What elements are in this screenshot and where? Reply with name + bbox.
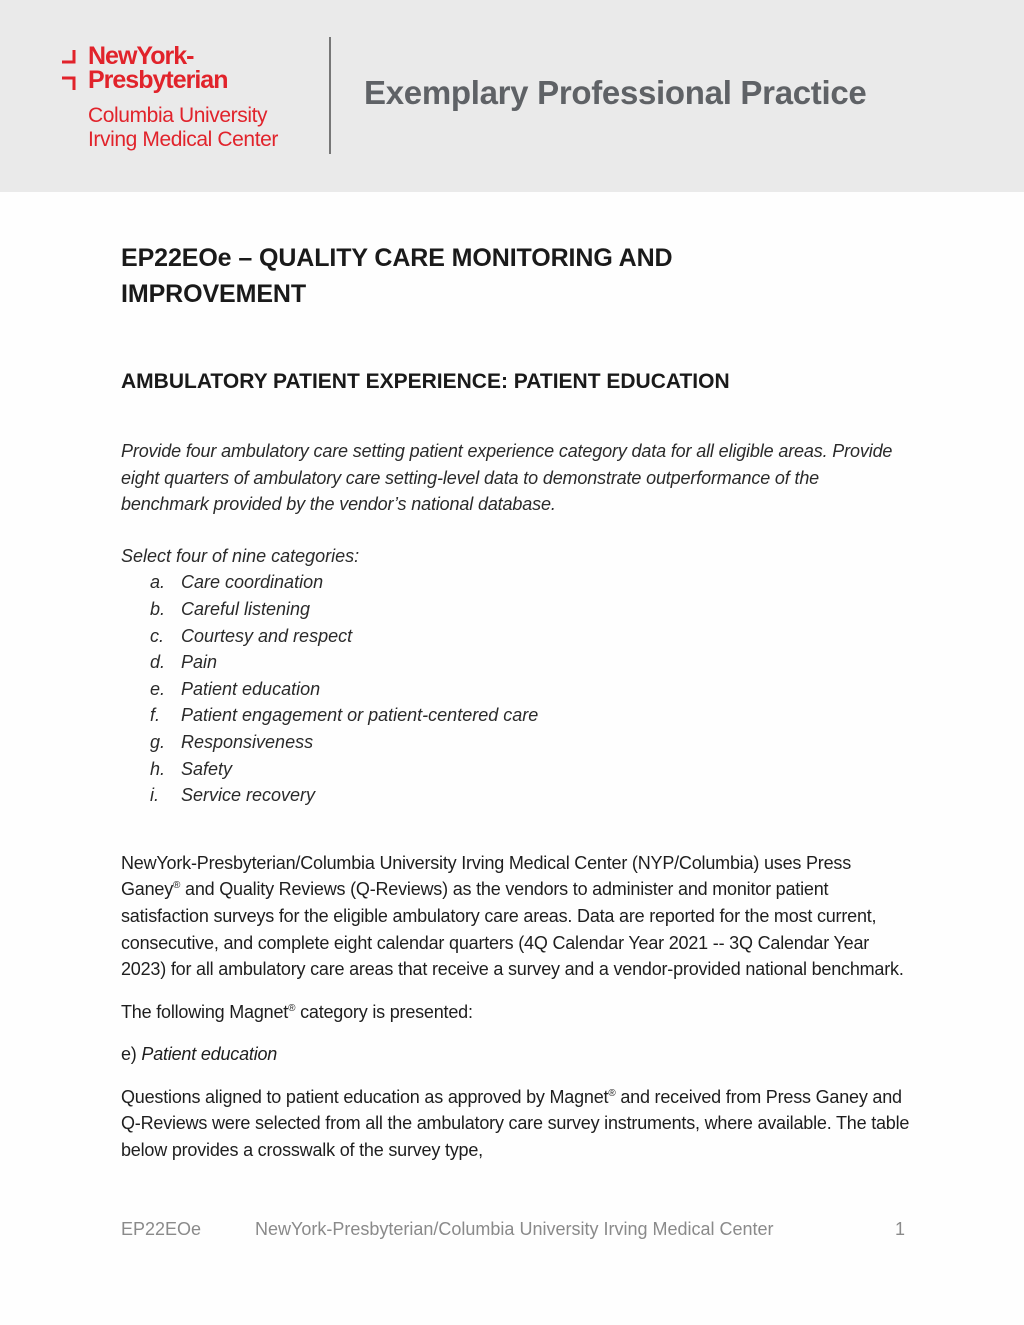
- document-title-line2: IMPROVEMENT: [121, 280, 307, 308]
- vendor-paragraph: [121, 850, 911, 983]
- category-label: Patient engagement or patient-centered care: [181, 705, 539, 726]
- registered-mark: ®: [173, 880, 181, 892]
- select-intro: Select four of nine categories:: [121, 545, 360, 566]
- logo-text-irving: Irving Medical Center: [88, 128, 279, 151]
- footer-document-code: EP22EOe: [121, 1219, 202, 1239]
- magnet-intro-text: The following Magnet: [121, 1001, 289, 1022]
- vendor-paragraph-text-cont: and Quality Reviews (Q-Reviews) as the vendors to administer and monitor patient satisfaction surveys for the eligible ambulatory care areas. Data are reported for the most current, consecutive, and complete eight calendar quarters (4Q Calendar Year 2021 -- 3Q Calendar Year 2023) for all ambulatory care areas that receive a survey and a vendor-provided national benchmark.: [121, 879, 904, 980]
- category-letter: h.: [150, 758, 166, 779]
- category-item: [121, 782, 911, 809]
- questions-paragraph-text: Questions aligned to patient education as approved by Magnet: [121, 1086, 609, 1107]
- category-label: Responsiveness: [181, 731, 314, 752]
- magnet-intro-text-cont: category is presented:: [295, 1001, 473, 1022]
- instructions-text: Provide four ambulatory care setting patient experience category data for all eligible areas. Provide eight quarters of ambulatory care setting-level data to demonstrate outperformance of the benchmark provided by the vendor’s national database.: [121, 441, 893, 515]
- category-letter: b.: [150, 598, 166, 619]
- category-item: [121, 756, 911, 783]
- selected-category: [121, 1041, 911, 1068]
- vendor-paragraph-text: NewYork-Presbyterian/Columbia University Irving Medical Center (NYP/Columbia) uses Press Ganey: [121, 852, 851, 900]
- category-label: Patient education: [181, 678, 321, 699]
- category-item: [121, 649, 911, 676]
- category-letter: f.: [150, 705, 161, 726]
- category-label: Care coordination: [181, 572, 324, 593]
- category-item: [121, 676, 911, 703]
- category-item: [121, 729, 911, 756]
- registered-mark: ®: [608, 1087, 616, 1099]
- registered-mark: ®: [288, 1002, 296, 1014]
- document-body: [121, 240, 911, 1164]
- questions-paragraph-text-cont: and received from Press Ganey and Q-Reviews were selected from all the ambulatory care survey instruments, where available. The table below provides a crosswalk of the survey type,: [121, 1086, 910, 1161]
- header-divider: [329, 37, 331, 154]
- footer-organization: NewYork-Presbyterian/Columbia University Irving Medical Center: [255, 1219, 774, 1239]
- category-item: [121, 702, 911, 729]
- category-letter: e.: [150, 678, 166, 699]
- page-footer: [121, 1219, 911, 1240]
- category-label: Courtesy and respect: [181, 625, 353, 646]
- selected-category-letter: e): [121, 1044, 142, 1065]
- page-number: 1: [894, 1219, 905, 1239]
- category-label: Service recovery: [181, 785, 316, 806]
- category-letter: c.: [150, 625, 165, 646]
- logo-text-presbyterian: Presbyterian: [88, 66, 228, 94]
- selected-category-label: Patient education: [141, 1044, 278, 1065]
- logo-text-newyork: NewYork-: [88, 42, 194, 70]
- category-letter: g.: [150, 731, 166, 752]
- category-label: Safety: [181, 758, 233, 779]
- category-list: [121, 569, 911, 808]
- category-letter: i.: [150, 785, 159, 806]
- category-letter: a.: [150, 572, 166, 593]
- logo-text-columbia: Columbia University: [88, 104, 268, 127]
- page-header: [0, 0, 1024, 192]
- section-title: AMBULATORY PATIENT EXPERIENCE: PATIENT EDUCATION: [121, 370, 730, 393]
- nyp-bracket-mark-icon: [60, 48, 82, 92]
- questions-paragraph: [121, 1084, 911, 1164]
- document-title: [121, 240, 911, 312]
- category-item: [121, 596, 911, 623]
- category-label: Careful listening: [181, 598, 311, 619]
- magnet-category-intro: [121, 999, 911, 1026]
- nyp-logo: [58, 40, 318, 160]
- category-item: [121, 569, 911, 596]
- category-label: Pain: [181, 652, 218, 673]
- category-item: [121, 623, 911, 650]
- header-title: Exemplary Professional Practice: [364, 74, 867, 111]
- category-letter: d.: [150, 652, 166, 673]
- document-title-line1: EP22EOe – QUALITY CARE MONITORING AND: [121, 244, 673, 272]
